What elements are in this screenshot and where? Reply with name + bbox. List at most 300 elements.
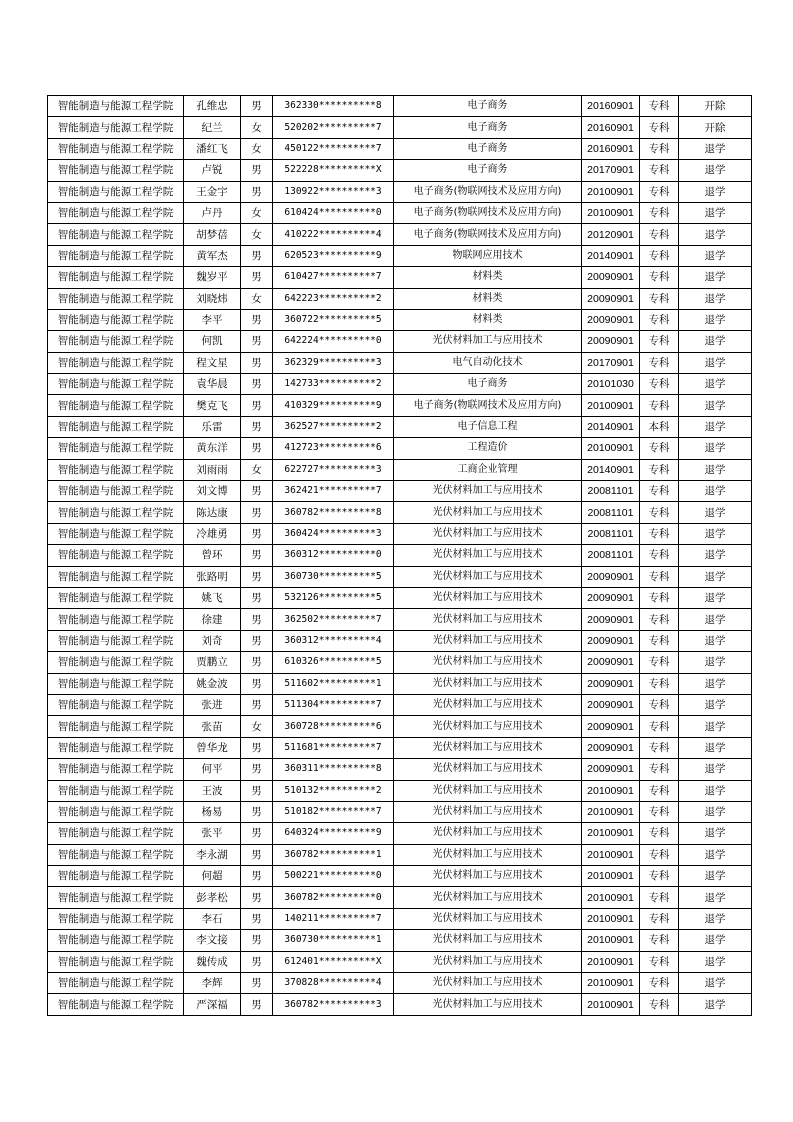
enroll-date-cell: 20090901 (582, 716, 640, 737)
id-number-cell: 360730**********1 (273, 930, 394, 951)
college-cell: 智能制造与能源工程学院 (48, 801, 184, 822)
gender-cell: 男 (241, 481, 273, 502)
name-cell: 刘雨雨 (184, 459, 241, 480)
major-cell: 光伏材料加工与应用技术 (394, 994, 582, 1015)
id-number-cell: 640324**********9 (273, 823, 394, 844)
enroll-date-cell: 20100901 (582, 844, 640, 865)
college-cell: 智能制造与能源工程学院 (48, 652, 184, 673)
id-number-cell: 360782**********3 (273, 994, 394, 1015)
major-cell: 光伏材料加工与应用技术 (394, 908, 582, 929)
level-cell: 专科 (640, 267, 679, 288)
id-number-cell: 510132**********2 (273, 780, 394, 801)
gender-cell: 男 (241, 309, 273, 330)
status-cell: 退学 (679, 951, 752, 972)
gender-cell: 男 (241, 438, 273, 459)
status-cell: 退学 (679, 181, 752, 202)
name-cell: 王金宇 (184, 181, 241, 202)
gender-cell: 男 (241, 737, 273, 758)
major-cell: 光伏材料加工与应用技术 (394, 887, 582, 908)
major-cell: 材料类 (394, 309, 582, 330)
college-cell: 智能制造与能源工程学院 (48, 587, 184, 608)
college-cell: 智能制造与能源工程学院 (48, 459, 184, 480)
college-cell: 智能制造与能源工程学院 (48, 138, 184, 159)
college-cell: 智能制造与能源工程学院 (48, 331, 184, 352)
name-cell: 陈达康 (184, 502, 241, 523)
status-cell: 退学 (679, 438, 752, 459)
gender-cell: 男 (241, 866, 273, 887)
id-number-cell: 360312**********4 (273, 630, 394, 651)
id-number-cell: 622727**********3 (273, 459, 394, 480)
table-row (48, 374, 752, 395)
gender-cell: 男 (241, 502, 273, 523)
major-cell: 光伏材料加工与应用技术 (394, 652, 582, 673)
level-cell: 专科 (640, 96, 679, 117)
enroll-date-cell: 20090901 (582, 673, 640, 694)
name-cell: 李文接 (184, 930, 241, 951)
name-cell: 杨易 (184, 801, 241, 822)
level-cell: 专科 (640, 160, 679, 181)
status-cell: 退学 (679, 545, 752, 566)
id-number-cell: 360782**********1 (273, 844, 394, 865)
name-cell: 彭孝松 (184, 887, 241, 908)
college-cell: 智能制造与能源工程学院 (48, 759, 184, 780)
id-number-cell: 360312**********0 (273, 545, 394, 566)
gender-cell: 男 (241, 352, 273, 373)
level-cell: 专科 (640, 481, 679, 502)
enroll-date-cell: 20100901 (582, 866, 640, 887)
major-cell: 光伏材料加工与应用技术 (394, 801, 582, 822)
enroll-date-cell: 20170901 (582, 160, 640, 181)
major-cell: 工商企业管理 (394, 459, 582, 480)
enroll-date-cell: 20100901 (582, 994, 640, 1015)
status-cell: 退学 (679, 908, 752, 929)
college-cell: 智能制造与能源工程学院 (48, 117, 184, 138)
status-cell: 退学 (679, 245, 752, 266)
table-row (48, 523, 752, 544)
name-cell: 黄东洋 (184, 438, 241, 459)
table-row (48, 160, 752, 181)
enroll-date-cell: 20100901 (582, 181, 640, 202)
name-cell: 姚金波 (184, 673, 241, 694)
level-cell: 专科 (640, 587, 679, 608)
id-number-cell: 360728**********6 (273, 716, 394, 737)
name-cell: 孔维忠 (184, 96, 241, 117)
name-cell: 胡梦蓓 (184, 224, 241, 245)
gender-cell: 男 (241, 673, 273, 694)
enroll-date-cell: 20100901 (582, 202, 640, 223)
status-cell: 退学 (679, 844, 752, 865)
name-cell: 徐建 (184, 609, 241, 630)
major-cell: 电子商务 (394, 160, 582, 181)
id-number-cell: 642224**********0 (273, 331, 394, 352)
level-cell: 本科 (640, 416, 679, 437)
status-cell: 退学 (679, 866, 752, 887)
college-cell: 智能制造与能源工程学院 (48, 374, 184, 395)
major-cell: 光伏材料加工与应用技术 (394, 823, 582, 844)
id-number-cell: 610326**********5 (273, 652, 394, 673)
table-row (48, 759, 752, 780)
name-cell: 何凯 (184, 331, 241, 352)
id-number-cell: 510182**********7 (273, 801, 394, 822)
status-cell: 退学 (679, 459, 752, 480)
table-row (48, 181, 752, 202)
level-cell: 专科 (640, 759, 679, 780)
table-row (48, 224, 752, 245)
table-row (48, 202, 752, 223)
college-cell: 智能制造与能源工程学院 (48, 181, 184, 202)
gender-cell: 男 (241, 908, 273, 929)
table-row (48, 866, 752, 887)
gender-cell: 女 (241, 202, 273, 223)
status-cell: 退学 (679, 523, 752, 544)
gender-cell: 男 (241, 587, 273, 608)
name-cell: 潘红飞 (184, 138, 241, 159)
major-cell: 电子商务 (394, 138, 582, 159)
college-cell: 智能制造与能源工程学院 (48, 844, 184, 865)
name-cell: 张苗 (184, 716, 241, 737)
id-number-cell: 642223**********2 (273, 288, 394, 309)
college-cell: 智能制造与能源工程学院 (48, 737, 184, 758)
level-cell: 专科 (640, 352, 679, 373)
id-number-cell: 412723**********6 (273, 438, 394, 459)
table-row (48, 630, 752, 651)
id-number-cell: 370828**********4 (273, 973, 394, 994)
major-cell: 电子商务(物联网技术及应用方向) (394, 224, 582, 245)
major-cell: 光伏材料加工与应用技术 (394, 930, 582, 951)
id-number-cell: 360782**********8 (273, 502, 394, 523)
enroll-date-cell: 20090901 (582, 694, 640, 715)
level-cell: 专科 (640, 566, 679, 587)
college-cell: 智能制造与能源工程学院 (48, 951, 184, 972)
college-cell: 智能制造与能源工程学院 (48, 908, 184, 929)
table-row (48, 288, 752, 309)
name-cell: 卢锐 (184, 160, 241, 181)
gender-cell: 男 (241, 801, 273, 822)
level-cell: 专科 (640, 652, 679, 673)
name-cell: 刘文博 (184, 481, 241, 502)
enroll-date-cell: 20081101 (582, 545, 640, 566)
level-cell: 专科 (640, 523, 679, 544)
id-number-cell: 532126**********5 (273, 587, 394, 608)
college-cell: 智能制造与能源工程学院 (48, 309, 184, 330)
college-cell: 智能制造与能源工程学院 (48, 716, 184, 737)
level-cell: 专科 (640, 844, 679, 865)
major-cell: 材料类 (394, 267, 582, 288)
major-cell: 光伏材料加工与应用技术 (394, 866, 582, 887)
table-row (48, 780, 752, 801)
id-number-cell: 360311**********8 (273, 759, 394, 780)
id-number-cell: 362330**********8 (273, 96, 394, 117)
major-cell: 光伏材料加工与应用技术 (394, 331, 582, 352)
id-number-cell: 511681**********7 (273, 737, 394, 758)
enroll-date-cell: 20100901 (582, 801, 640, 822)
name-cell: 刘奇 (184, 630, 241, 651)
enroll-date-cell: 20081101 (582, 502, 640, 523)
enroll-date-cell: 20081101 (582, 523, 640, 544)
level-cell: 专科 (640, 737, 679, 758)
gender-cell: 男 (241, 780, 273, 801)
table-row (48, 844, 752, 865)
status-cell: 退学 (679, 694, 752, 715)
level-cell: 专科 (640, 395, 679, 416)
college-cell: 智能制造与能源工程学院 (48, 866, 184, 887)
id-number-cell: 511602**********1 (273, 673, 394, 694)
gender-cell: 男 (241, 96, 273, 117)
gender-cell: 女 (241, 459, 273, 480)
level-cell: 专科 (640, 459, 679, 480)
enroll-date-cell: 20090901 (582, 609, 640, 630)
level-cell: 专科 (640, 780, 679, 801)
gender-cell: 男 (241, 181, 273, 202)
name-cell: 何平 (184, 759, 241, 780)
table-row (48, 652, 752, 673)
gender-cell: 女 (241, 117, 273, 138)
table-row (48, 96, 752, 117)
gender-cell: 男 (241, 759, 273, 780)
major-cell: 光伏材料加工与应用技术 (394, 481, 582, 502)
gender-cell: 男 (241, 374, 273, 395)
id-number-cell: 362527**********2 (273, 416, 394, 437)
major-cell: 光伏材料加工与应用技术 (394, 694, 582, 715)
college-cell: 智能制造与能源工程学院 (48, 694, 184, 715)
major-cell: 物联网应用技术 (394, 245, 582, 266)
level-cell: 专科 (640, 630, 679, 651)
table-row (48, 309, 752, 330)
enroll-date-cell: 20090901 (582, 759, 640, 780)
major-cell: 光伏材料加工与应用技术 (394, 630, 582, 651)
id-number-cell: 362421**********7 (273, 481, 394, 502)
table-row (48, 502, 752, 523)
level-cell: 专科 (640, 801, 679, 822)
level-cell: 专科 (640, 823, 679, 844)
table-row (48, 545, 752, 566)
gender-cell: 男 (241, 566, 273, 587)
table-row (48, 245, 752, 266)
name-cell: 程文星 (184, 352, 241, 373)
name-cell: 冷雄勇 (184, 523, 241, 544)
level-cell: 专科 (640, 545, 679, 566)
name-cell: 刘晓炜 (184, 288, 241, 309)
gender-cell: 男 (241, 951, 273, 972)
gender-cell: 男 (241, 395, 273, 416)
student-record-table (47, 95, 752, 1016)
table-row (48, 352, 752, 373)
status-cell: 退学 (679, 395, 752, 416)
college-cell: 智能制造与能源工程学院 (48, 780, 184, 801)
college-cell: 智能制造与能源工程学院 (48, 609, 184, 630)
gender-cell: 男 (241, 609, 273, 630)
gender-cell: 男 (241, 930, 273, 951)
major-cell: 光伏材料加工与应用技术 (394, 545, 582, 566)
enroll-date-cell: 20100901 (582, 780, 640, 801)
college-cell: 智能制造与能源工程学院 (48, 416, 184, 437)
status-cell: 开除 (679, 117, 752, 138)
college-cell: 智能制造与能源工程学院 (48, 202, 184, 223)
status-cell: 退学 (679, 566, 752, 587)
gender-cell: 男 (241, 416, 273, 437)
status-cell: 退学 (679, 481, 752, 502)
level-cell: 专科 (640, 202, 679, 223)
level-cell: 专科 (640, 138, 679, 159)
enroll-date-cell: 20100901 (582, 951, 640, 972)
enroll-date-cell: 20100901 (582, 930, 640, 951)
college-cell: 智能制造与能源工程学院 (48, 160, 184, 181)
major-cell: 光伏材料加工与应用技术 (394, 737, 582, 758)
major-cell: 电子商务(物联网技术及应用方向) (394, 181, 582, 202)
table-row (48, 438, 752, 459)
table-row (48, 395, 752, 416)
major-cell: 光伏材料加工与应用技术 (394, 951, 582, 972)
id-number-cell: 362502**********7 (273, 609, 394, 630)
major-cell: 电子商务(物联网技术及应用方向) (394, 202, 582, 223)
enroll-date-cell: 20090901 (582, 630, 640, 651)
level-cell: 专科 (640, 951, 679, 972)
major-cell: 电子商务 (394, 374, 582, 395)
name-cell: 张路明 (184, 566, 241, 587)
level-cell: 专科 (640, 994, 679, 1015)
name-cell: 魏岁平 (184, 267, 241, 288)
enroll-date-cell: 20101030 (582, 374, 640, 395)
id-number-cell: 612401**********X (273, 951, 394, 972)
status-cell: 退学 (679, 716, 752, 737)
major-cell: 光伏材料加工与应用技术 (394, 523, 582, 544)
id-number-cell: 360722**********5 (273, 309, 394, 330)
id-number-cell: 520202**********7 (273, 117, 394, 138)
enroll-date-cell: 20160901 (582, 138, 640, 159)
enroll-date-cell: 20170901 (582, 352, 640, 373)
status-cell: 退学 (679, 930, 752, 951)
enroll-date-cell: 20090901 (582, 652, 640, 673)
enroll-date-cell: 20140901 (582, 459, 640, 480)
gender-cell: 男 (241, 267, 273, 288)
college-cell: 智能制造与能源工程学院 (48, 523, 184, 544)
college-cell: 智能制造与能源工程学院 (48, 994, 184, 1015)
gender-cell: 男 (241, 823, 273, 844)
college-cell: 智能制造与能源工程学院 (48, 395, 184, 416)
enroll-date-cell: 20081101 (582, 481, 640, 502)
college-cell: 智能制造与能源工程学院 (48, 630, 184, 651)
id-number-cell: 610427**********7 (273, 267, 394, 288)
status-cell: 退学 (679, 630, 752, 651)
name-cell: 李辉 (184, 973, 241, 994)
enroll-date-cell: 20090901 (582, 737, 640, 758)
level-cell: 专科 (640, 288, 679, 309)
major-cell: 光伏材料加工与应用技术 (394, 844, 582, 865)
status-cell: 退学 (679, 288, 752, 309)
level-cell: 专科 (640, 908, 679, 929)
major-cell: 光伏材料加工与应用技术 (394, 716, 582, 737)
id-number-cell: 360424**********3 (273, 523, 394, 544)
major-cell: 电子商务 (394, 117, 582, 138)
status-cell: 退学 (679, 737, 752, 758)
table-row (48, 117, 752, 138)
status-cell: 退学 (679, 973, 752, 994)
table-row (48, 930, 752, 951)
table-row (48, 887, 752, 908)
status-cell: 退学 (679, 587, 752, 608)
name-cell: 贾鹏立 (184, 652, 241, 673)
enroll-date-cell: 20100901 (582, 438, 640, 459)
id-number-cell: 620523**********9 (273, 245, 394, 266)
college-cell: 智能制造与能源工程学院 (48, 673, 184, 694)
status-cell: 退学 (679, 823, 752, 844)
name-cell: 纪兰 (184, 117, 241, 138)
college-cell: 智能制造与能源工程学院 (48, 930, 184, 951)
table-row (48, 267, 752, 288)
table-row (48, 673, 752, 694)
name-cell: 何超 (184, 866, 241, 887)
table-row (48, 481, 752, 502)
major-cell: 电子商务 (394, 96, 582, 117)
enroll-date-cell: 20090901 (582, 587, 640, 608)
college-cell: 智能制造与能源工程学院 (48, 887, 184, 908)
name-cell: 姚飞 (184, 587, 241, 608)
id-number-cell: 500221**********0 (273, 866, 394, 887)
level-cell: 专科 (640, 930, 679, 951)
college-cell: 智能制造与能源工程学院 (48, 566, 184, 587)
name-cell: 樊克飞 (184, 395, 241, 416)
name-cell: 李平 (184, 309, 241, 330)
id-number-cell: 410222**********4 (273, 224, 394, 245)
college-cell: 智能制造与能源工程学院 (48, 245, 184, 266)
gender-cell: 男 (241, 887, 273, 908)
table-row (48, 973, 752, 994)
college-cell: 智能制造与能源工程学院 (48, 96, 184, 117)
id-number-cell: 140211**********7 (273, 908, 394, 929)
level-cell: 专科 (640, 309, 679, 330)
status-cell: 退学 (679, 502, 752, 523)
table-row (48, 587, 752, 608)
level-cell: 专科 (640, 181, 679, 202)
id-number-cell: 360730**********5 (273, 566, 394, 587)
college-cell: 智能制造与能源工程学院 (48, 267, 184, 288)
status-cell: 退学 (679, 224, 752, 245)
name-cell: 张进 (184, 694, 241, 715)
college-cell: 智能制造与能源工程学院 (48, 502, 184, 523)
status-cell: 退学 (679, 759, 752, 780)
name-cell: 严深福 (184, 994, 241, 1015)
status-cell: 退学 (679, 780, 752, 801)
name-cell: 李石 (184, 908, 241, 929)
name-cell: 曾华龙 (184, 737, 241, 758)
id-number-cell: 362329**********3 (273, 352, 394, 373)
enroll-date-cell: 20100901 (582, 887, 640, 908)
enroll-date-cell: 20090901 (582, 566, 640, 587)
college-cell: 智能制造与能源工程学院 (48, 438, 184, 459)
level-cell: 专科 (640, 887, 679, 908)
gender-cell: 男 (241, 160, 273, 181)
college-cell: 智能制造与能源工程学院 (48, 224, 184, 245)
gender-cell: 男 (241, 844, 273, 865)
college-cell: 智能制造与能源工程学院 (48, 481, 184, 502)
major-cell: 光伏材料加工与应用技术 (394, 566, 582, 587)
major-cell: 光伏材料加工与应用技术 (394, 502, 582, 523)
name-cell: 黄军杰 (184, 245, 241, 266)
college-cell: 智能制造与能源工程学院 (48, 823, 184, 844)
table-row (48, 694, 752, 715)
gender-cell: 男 (241, 694, 273, 715)
gender-cell: 女 (241, 138, 273, 159)
college-cell: 智能制造与能源工程学院 (48, 973, 184, 994)
enroll-date-cell: 20090901 (582, 288, 640, 309)
id-number-cell: 130922**********3 (273, 181, 394, 202)
table-row (48, 459, 752, 480)
level-cell: 专科 (640, 331, 679, 352)
major-cell: 光伏材料加工与应用技术 (394, 780, 582, 801)
id-number-cell: 450122**********7 (273, 138, 394, 159)
name-cell: 袁华晨 (184, 374, 241, 395)
major-cell: 工程造价 (394, 438, 582, 459)
